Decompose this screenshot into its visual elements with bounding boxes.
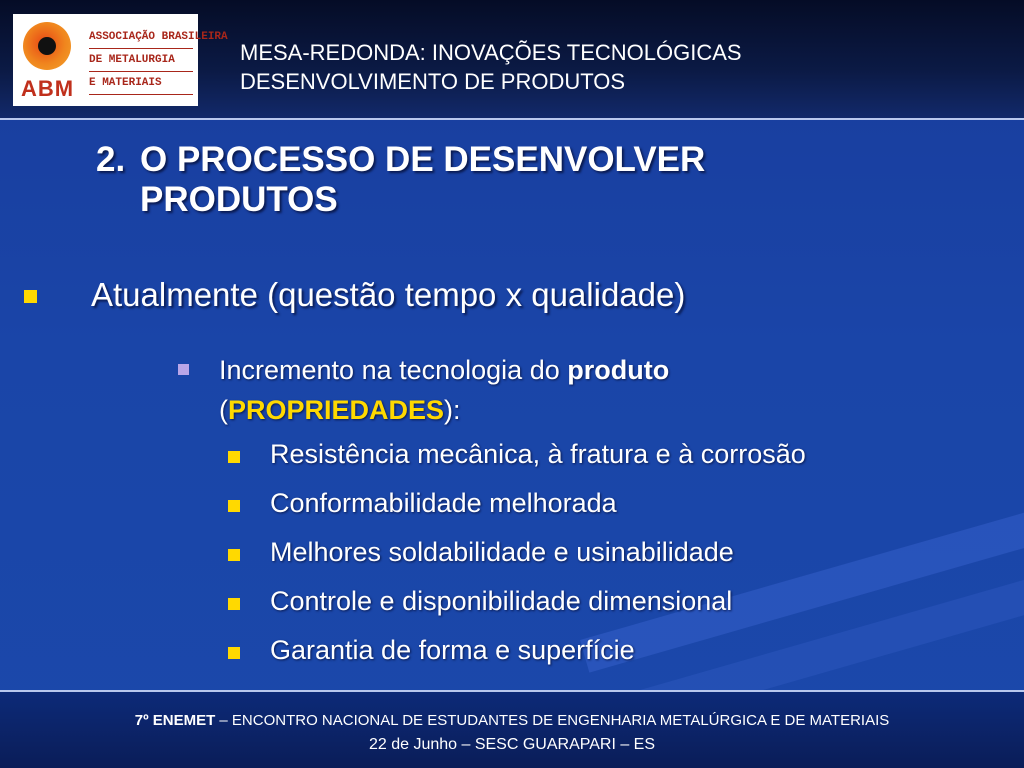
abm-logo-acronym: ABM — [21, 76, 75, 101]
header-title — [240, 38, 742, 96]
section-title-line1: O PROCESSO DE DESENVOLVER — [140, 140, 706, 179]
header-title-line2: DESENVOLVIMENTO DE PRODUTOS — [240, 69, 626, 94]
abm-logo-line: DE METALURGIA — [89, 49, 193, 72]
abm-logo — [13, 14, 228, 106]
abm-logo-line: E MATERIAIS — [89, 72, 193, 95]
section-number: 2. — [96, 140, 126, 179]
square-bullet-icon — [178, 364, 189, 375]
square-bullet-icon — [24, 290, 37, 303]
bullet-level2-prefix: Incremento na tecnologia do — [219, 355, 568, 385]
bullet-level3-text: Garantia de forma e superfície — [270, 635, 635, 665]
square-bullet-icon — [228, 451, 240, 463]
abm-logo-ring-icon — [23, 22, 71, 70]
close-paren: ): — [444, 395, 461, 425]
footer-event-name: ENEMET — [152, 712, 216, 729]
highlight-propriedades: PROPRIEDADES — [228, 395, 445, 425]
bullet-level2-bold: produto — [567, 355, 670, 385]
square-bullet-icon — [228, 647, 240, 659]
footer-line2: 22 de Junho – SESC GUARAPARI – ES — [368, 736, 656, 753]
slide-footer — [0, 692, 1024, 768]
abm-logo-text — [89, 26, 228, 95]
bullet-level1-text: Atualmente (questão tempo x qualidade) — [91, 276, 686, 313]
section-title — [96, 140, 705, 220]
bullet-level2-text — [219, 350, 669, 390]
header-title-line1: MESA-REDONDA: INOVAÇÕES TECNOLÓGICAS — [240, 40, 742, 65]
section-title-line2: PRODUTOS — [140, 180, 338, 219]
header-divider — [0, 118, 1024, 120]
open-paren: ( — [219, 395, 228, 425]
square-bullet-icon — [228, 598, 240, 610]
square-bullet-icon — [228, 549, 240, 561]
footer-line1 — [0, 712, 1024, 729]
bullet-level3-text: Melhores soldabilidade e usinabilidade — [270, 537, 734, 567]
square-bullet-icon — [228, 500, 240, 512]
slide-header — [0, 0, 1024, 118]
bullet-level2-text-cont — [219, 390, 461, 430]
footer-event-number: 7º — [134, 712, 149, 729]
bullet-level3-text: Controle e disponibilidade dimensional — [270, 586, 733, 616]
footer-event-desc: – ENCONTRO NACIONAL DE ESTUDANTES DE ENGENHARIA METALÚRGICA E DE MATERIAIS — [215, 712, 890, 729]
abm-logo-line: ASSOCIAÇÃO BRASILEIRA — [89, 26, 193, 49]
bullet-level3-text: Conformabilidade melhorada — [270, 488, 617, 518]
bullet-level3-text: Resistência mecânica, à fratura e à corrosão — [270, 439, 806, 469]
